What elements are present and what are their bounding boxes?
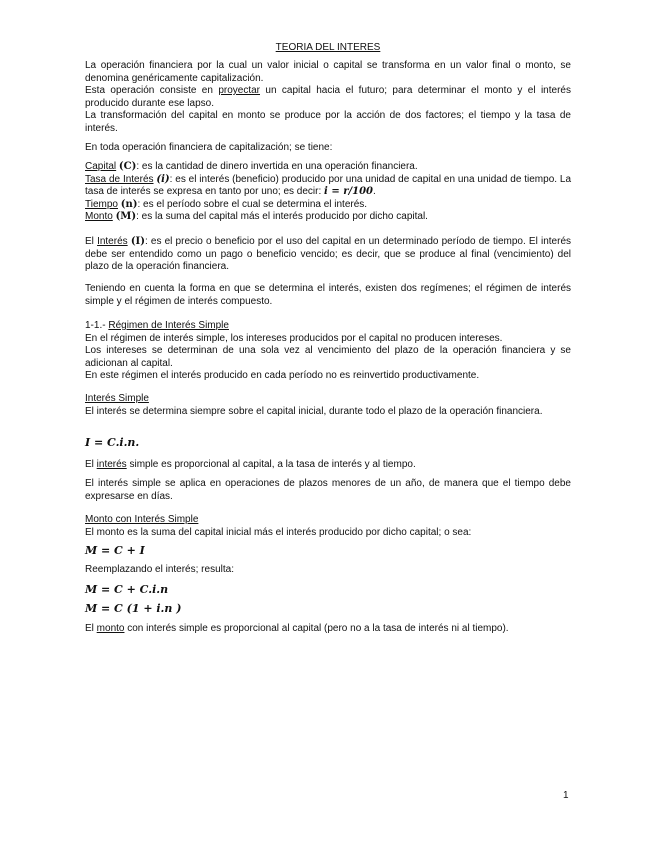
interes-aplica: El interés simple se aplica en operaciones de plazos menores de un año, de manera que el tiempo debe expresarse en días. xyxy=(85,478,571,502)
interes-definition xyxy=(85,236,571,274)
reemplazando-text: Reemplazando el interés; resulta: xyxy=(85,564,234,575)
monto-proporcional xyxy=(85,623,571,636)
monto-term: Monto xyxy=(85,211,113,222)
tasa-end: . xyxy=(372,186,376,197)
tasa-formula: i = r/100 xyxy=(324,186,373,197)
section-number: 1-1.- xyxy=(85,320,109,331)
interes-simple-block xyxy=(85,393,571,418)
final-start: El xyxy=(85,623,97,634)
tiempo-text: : es el período sobre el cual se determina el interés. xyxy=(137,198,368,210)
final-end: con interés simple es proporcional al capital (pero no a la tasa de interés ni al tiempo). xyxy=(124,623,509,634)
capital-term: Capital xyxy=(85,161,117,172)
formula-monto-2: M = C + C.i.n xyxy=(85,583,169,596)
intro-block xyxy=(85,60,571,135)
section-heading xyxy=(85,320,571,333)
intro-paragraph-3: La transformación del capital en monto se produce por la acción de dos factores; el tiempo y la tasa de interés. xyxy=(85,110,571,134)
formula-monto-1: M = C + I xyxy=(85,544,145,557)
intro-p2-start: Esta operación consiste en xyxy=(85,85,219,96)
monto-symbol: (M) xyxy=(115,211,137,222)
capital-text: : es la cantidad de dinero invertida en una operación financiera. xyxy=(136,161,418,172)
interes-def-start: El xyxy=(85,236,98,247)
prop-end: simple es proporcional al capital, a la tasa de interés y al tiempo. xyxy=(126,459,416,470)
tasa-text: : es el interés (beneficio) producido por una unidad de capital en una unidad de tiempo. La tasa de interés se expresa en tanto por uno; es decir: xyxy=(85,173,572,197)
proyectar-link[interactable]: proyectar xyxy=(218,85,260,96)
regimenes-paragraph: Teniendo en cuenta la forma en que se determina el interés, existen dos regímenes; el régimen de interés simple y el régimen de interés compuesto. xyxy=(85,283,571,307)
definition-monto xyxy=(85,211,571,224)
interes-term: Interés xyxy=(97,236,128,247)
tasa-term: Tasa de Interés xyxy=(85,173,154,185)
section-line-2: Los intereses se determinan de una sola vez al vencimiento del plazo de la operación financiera y se adicionan al capital. xyxy=(85,345,571,369)
tiempo-symbol: (n) xyxy=(120,198,138,210)
section-regimen-simple xyxy=(85,320,571,383)
section-line-1: En el régimen de interés simple, los intereses producidos por el capital no producen intereses. xyxy=(85,332,503,344)
interes-simple-heading: Interés Simple xyxy=(85,393,149,404)
monto-simple-block xyxy=(85,514,571,539)
definitions-block xyxy=(85,161,571,224)
intro-paragraph-1: La operación financiera por la cual un valor inicial o capital se transforma en un valor final o monto, se denomina genéricamente capitalización. xyxy=(85,60,571,84)
monto-text: : es la suma del capital más el interés producido por dicho capital. xyxy=(136,211,428,222)
definition-capital xyxy=(85,161,571,174)
capital-symbol: (C) xyxy=(118,161,137,172)
page-number: 1 xyxy=(563,790,569,801)
document-title: TEORIA DEL INTERES xyxy=(275,42,381,53)
monto-simple-heading: Monto con Interés Simple xyxy=(85,514,199,525)
section-title: Régimen de Interés Simple xyxy=(108,320,229,331)
interes-simple-text: El interés se determina siempre sobre el capital inicial, durante todo el plazo de la operación financiera. xyxy=(85,405,543,417)
interes-def-text: : es el precio o beneficio por el uso del capital en un determinado período de tiempo. El interés debe ser entendido como un pago o beneficio vencido; es decir, que se produce al final (vencimiento) del plazo de la operación financiera. xyxy=(85,236,572,272)
interes-proporcional xyxy=(85,459,571,472)
intro-paragraph-2 xyxy=(85,85,571,110)
definition-tiempo xyxy=(85,199,571,212)
formula-monto-3: M = C (1 + i.n ) xyxy=(85,602,182,615)
monto-simple-text: El monto es la suma del capital inicial más el interés producido por dicho capital; o sea: xyxy=(85,526,472,538)
capitalizacion-intro: En toda operación financiera de capitalización; se tiene: xyxy=(85,142,333,153)
section-line-3: En este régimen el interés producido en cada período no es reinvertido productivamente. xyxy=(85,370,480,381)
intro-p2-end: un capital hacia el futuro; para determinar el monto y el interés producido durante ese lapso. xyxy=(85,85,571,109)
prop-start: El xyxy=(85,459,97,470)
formula-interes-simple: I = C.i.n. xyxy=(85,436,140,449)
interes-symbol: (I) xyxy=(130,236,145,247)
tiempo-term: Tiempo xyxy=(85,198,118,210)
tasa-symbol: (i) xyxy=(156,173,170,185)
definition-tasa xyxy=(85,174,571,199)
interes-link[interactable]: interés xyxy=(96,459,127,470)
monto-link[interactable]: monto xyxy=(96,623,125,634)
